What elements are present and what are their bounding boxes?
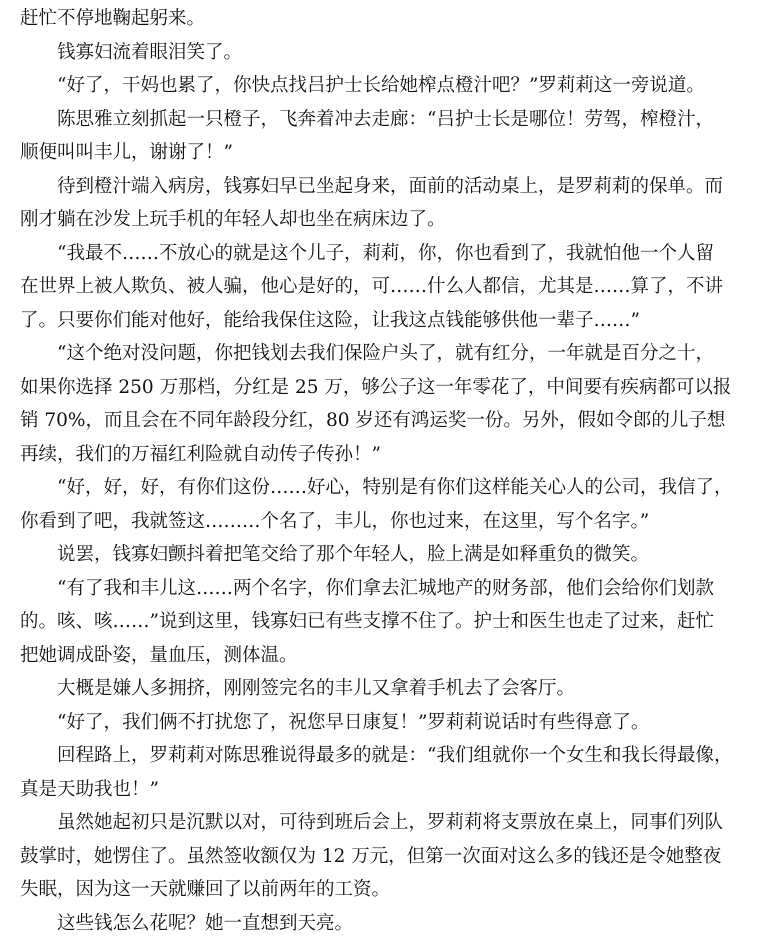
text-line: “我最不……不放心的就是这个儿子，莉莉，你，你也看到了，我就怕他一个人留 <box>20 237 752 271</box>
text-line: 鼓掌时，她愣住了。虽然签收额仅为 12 万元，但第一次面对这么多的钱还是令她整夜 <box>20 840 752 874</box>
text-line: “好了，干妈也累了，你快点找吕护士长给她榨点橙汁吧？”罗莉莉这一旁说道。 <box>20 69 752 103</box>
text-line: 这些钱怎么花呢？她一直想到天亮。 <box>20 907 752 940</box>
text-line: “这个绝对没问题，你把钱划去我们保险户头了，就有红分，一年就是百分之十， <box>20 337 752 371</box>
text-line: 刚才躺在沙发上玩手机的年轻人却也坐在病床边了。 <box>20 203 752 237</box>
text-line: 赶忙不停地鞠起躬来。 <box>20 2 752 36</box>
text-line: 再续，我们的万福红利险就自动传子传孙！” <box>20 438 752 472</box>
text-line: 顺便叫叫丰儿，谢谢了！” <box>20 136 752 170</box>
text-line: 真是天助我也！” <box>20 773 752 807</box>
text-line: 回程路上，罗莉莉对陈思雅说得最多的就是：“我们组就你一个女生和我长得最像， <box>20 739 752 773</box>
text-line: 钱寡妇流着眼泪笑了。 <box>20 36 752 70</box>
document-page <box>20 2 752 940</box>
text-line: 待到橙汁端入病房，钱寡妇早已坐起身来，面前的活动桌上，是罗莉莉的保单。而 <box>20 170 752 204</box>
text-line: 了。只要你们能对他好，能给我保住这险，让我这点钱能够供他一辈子……” <box>20 304 752 338</box>
text-line: 失眠，因为这一天就赚回了以前两年的工资。 <box>20 873 752 907</box>
text-line: 把她调成卧姿，量血压，测体温。 <box>20 639 752 673</box>
text-line: 虽然她起初只是沉默以对，可待到班后会上，罗莉莉将支票放在桌上，同事们列队 <box>20 806 752 840</box>
text-line: 如果你选择 250 万那档，分红是 25 万，够公子这一年零花了，中间要有疾病都可以报 <box>20 371 752 405</box>
text-line: 说罢，钱寡妇颤抖着把笔交给了那个年轻人，脸上满是如释重负的微笑。 <box>20 538 752 572</box>
text-line: 的。咳、咳……”说到这里，钱寡妇已有些支撑不住了。护士和医生也走了过来，赶忙 <box>20 605 752 639</box>
text-line: 大概是嫌人多拥挤，刚刚签完名的丰儿又拿着手机去了会客厅。 <box>20 672 752 706</box>
text-line: 陈思雅立刻抓起一只橙子，飞奔着冲去走廊：“吕护士长是哪位！劳驾，榨橙汁， <box>20 103 752 137</box>
text-line: “好了，我们俩不打扰您了，祝您早日康复！”罗莉莉说话时有些得意了。 <box>20 706 752 740</box>
text-line: 销 70%，而且会在不同年龄段分红，80 岁还有鸿运奖一份。另外，假如令郎的儿子想 <box>20 404 752 438</box>
text-line: “好，好，好，有你们这份……好心，特别是有你们这样能关心人的公司，我信了， <box>20 471 752 505</box>
text-line: 你看到了吧，我就签这………个名了，丰儿，你也过来，在这里，写个名字。” <box>20 505 752 539</box>
text-line: “有了我和丰儿这……两个名字，你们拿去汇城地产的财务部，他们会给你们划款 <box>20 572 752 606</box>
text-line: 在世界上被人欺负、被人骗，他心是好的，可……什么人都信，尤其是……算了，不讲 <box>20 270 752 304</box>
